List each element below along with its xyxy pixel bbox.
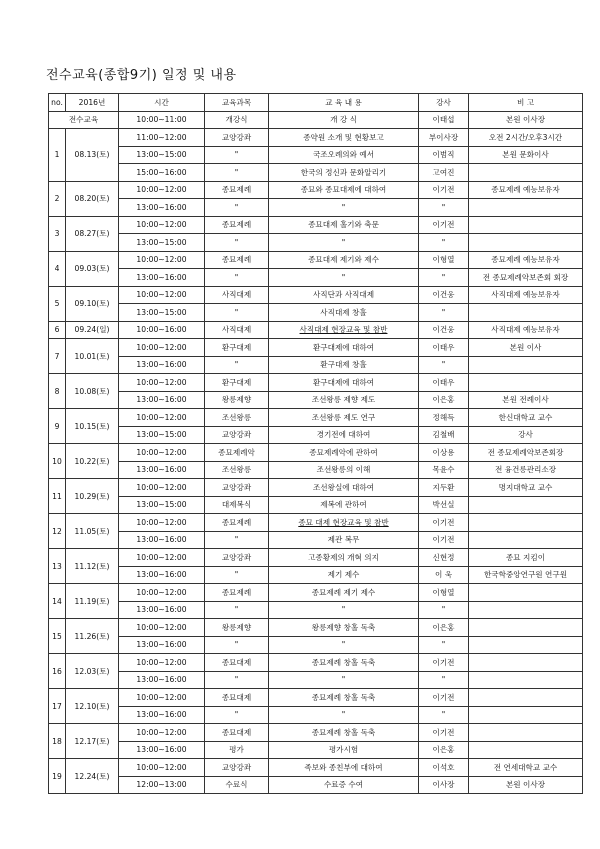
session-no: 10: [49, 444, 66, 479]
table-row: [49, 531, 583, 549]
note-cell: 오전 2시간/오후3시간: [469, 129, 583, 147]
time-cell: 12:00~13:00: [119, 776, 205, 794]
time-cell: 13:00~15:00: [119, 496, 205, 514]
note-cell: 강사: [469, 426, 583, 444]
content-cell: 종묘와 종묘대제에 대하여: [269, 181, 419, 199]
lecturer-cell: 이태우: [419, 339, 469, 357]
lecturer-cell: 김철배: [419, 426, 469, 444]
content-cell: 종약원 소개 및 현황보고: [269, 129, 419, 147]
subject-cell: ": [205, 146, 269, 164]
lecturer-cell: 이기전: [419, 689, 469, 707]
content-cell: 수료증 수여: [269, 776, 419, 794]
content-cell: 환구대제 창홀: [269, 356, 419, 374]
table-row: [49, 566, 583, 584]
content-cell: 제복에 관하여: [269, 496, 419, 514]
note-cell: 종묘제례 예능보유자: [469, 181, 583, 199]
content-cell: 종묘대제 홀기와 축문: [269, 216, 419, 234]
content-cell: 족보와 종친부에 대하여: [269, 759, 419, 777]
time-cell: 10:00~12:00: [119, 514, 205, 532]
header-time: 시간: [119, 94, 205, 112]
subject-cell: 수료식: [205, 776, 269, 794]
content-cell: 종묘제례 창홀 독축: [269, 654, 419, 672]
lecturer-cell: ": [419, 356, 469, 374]
subject-cell: 교양강좌: [205, 479, 269, 497]
time-cell: 10:00~12:00: [119, 216, 205, 234]
lecturer-cell: 이기전: [419, 531, 469, 549]
lecturer-cell: 지두환: [419, 479, 469, 497]
subject-cell: 왕릉제향: [205, 619, 269, 637]
header-content: 교 육 내 용: [269, 94, 419, 112]
session-no: 12: [49, 514, 66, 549]
subject-cell: ": [205, 164, 269, 182]
note-cell: 전 연세대학교 교수: [469, 759, 583, 777]
lecturer-cell: ": [419, 601, 469, 619]
header-row: [49, 94, 583, 112]
header-no: no.: [49, 94, 66, 112]
session-date: 11.12(토): [66, 549, 119, 584]
time-cell: 10:00~12:00: [119, 619, 205, 637]
note-cell: 종묘제례 예능보유자: [469, 251, 583, 269]
time-cell: 13:00~16:00: [119, 269, 205, 287]
session-no: 15: [49, 619, 66, 654]
subject-cell: ": [205, 566, 269, 584]
subject-cell: 평가: [205, 741, 269, 759]
session-no: 19: [49, 759, 66, 794]
note-cell: [469, 531, 583, 549]
content-cell: ": [269, 269, 419, 287]
subject-cell: ": [205, 269, 269, 287]
note-cell: 한국학중앙연구원 연구원: [469, 566, 583, 584]
content-cell: ": [269, 706, 419, 724]
lecturer-cell: ": [419, 671, 469, 689]
subject-cell: ": [205, 636, 269, 654]
opening-note: 본원 이사장: [469, 111, 583, 129]
subject-cell: 종묘대제: [205, 724, 269, 742]
note-cell: [469, 706, 583, 724]
subject-cell: 종묘제례: [205, 181, 269, 199]
schedule-table: [48, 93, 583, 794]
session-no: 18: [49, 724, 66, 759]
content-cell: 조선왕릉 제향 제도: [269, 391, 419, 409]
note-cell: [469, 689, 583, 707]
content-cell: 종묘 대제 현장교육 및 참반: [269, 514, 419, 532]
note-cell: 명지대학교 교수: [469, 479, 583, 497]
time-cell: 10:00~12:00: [119, 479, 205, 497]
opening-label: 전수교육: [49, 111, 119, 129]
note-cell: 사직대제 예능보유자: [469, 321, 583, 339]
note-cell: [469, 741, 583, 759]
subject-cell: 대제복식: [205, 496, 269, 514]
session-date: 11.26(토): [66, 619, 119, 654]
subject-cell: 종묘제례: [205, 584, 269, 602]
lecturer-cell: ": [419, 269, 469, 287]
session-no: 3: [49, 216, 66, 251]
subject-cell: 교양강좌: [205, 759, 269, 777]
table-row: [49, 216, 583, 234]
lecturer-cell: 박선실: [419, 496, 469, 514]
session-date: 10.22(토): [66, 444, 119, 479]
subject-cell: ": [205, 199, 269, 217]
table-row: [49, 584, 583, 602]
note-cell: [469, 199, 583, 217]
lecturer-cell: ": [419, 234, 469, 252]
content-cell: ": [269, 671, 419, 689]
table-row: [49, 741, 583, 759]
lecturer-cell: ": [419, 706, 469, 724]
table-row: [49, 234, 583, 252]
lecturer-cell: 고여진: [419, 164, 469, 182]
session-no: 2: [49, 181, 66, 216]
session-date: 12.17(토): [66, 724, 119, 759]
table-row: [49, 706, 583, 724]
subject-cell: ": [205, 356, 269, 374]
time-cell: 10:00~12:00: [119, 584, 205, 602]
note-cell: [469, 496, 583, 514]
lecturer-cell: 이건웅: [419, 286, 469, 304]
note-cell: [469, 584, 583, 602]
time-cell: 13:00~16:00: [119, 636, 205, 654]
session-no: 14: [49, 584, 66, 619]
lecturer-cell: 이기전: [419, 216, 469, 234]
content-cell: 조선왕릉 제도 연구: [269, 409, 419, 427]
session-date: 08.27(토): [66, 216, 119, 251]
time-cell: 13:00~16:00: [119, 199, 205, 217]
note-cell: 본원 이사장: [469, 776, 583, 794]
session-date: 10.29(토): [66, 479, 119, 514]
session-no: 9: [49, 409, 66, 444]
table-row: [49, 304, 583, 322]
subject-cell: 종묘대제: [205, 689, 269, 707]
table-row: [49, 199, 583, 217]
session-no: 8: [49, 374, 66, 409]
time-cell: 13:00~16:00: [119, 356, 205, 374]
time-cell: 13:00~16:00: [119, 671, 205, 689]
subject-cell: 환구대제: [205, 374, 269, 392]
time-cell: 13:00~16:00: [119, 741, 205, 759]
lecturer-cell: 이건웅: [419, 321, 469, 339]
subject-cell: 종묘제례악: [205, 444, 269, 462]
opening-row: [49, 111, 583, 129]
time-cell: 10:00~12:00: [119, 409, 205, 427]
table-row: [49, 409, 583, 427]
session-date: 08.20(토): [66, 181, 119, 216]
lecturer-cell: 이형열: [419, 251, 469, 269]
content-cell: 조선왕실에 대하여: [269, 479, 419, 497]
table-row: [49, 391, 583, 409]
table-row: [49, 286, 583, 304]
lecturer-cell: ": [419, 636, 469, 654]
session-date: 09.03(토): [66, 251, 119, 286]
content-cell: 한국의 정신과 문화알리기: [269, 164, 419, 182]
time-cell: 10:00~12:00: [119, 339, 205, 357]
table-row: [49, 724, 583, 742]
time-cell: 10:00~12:00: [119, 689, 205, 707]
time-cell: 15:00~16:00: [119, 164, 205, 182]
lecturer-cell: 이기전: [419, 724, 469, 742]
time-cell: 13:00~16:00: [119, 601, 205, 619]
table-row: [49, 129, 583, 147]
session-date: 12.03(토): [66, 654, 119, 689]
session-date: 10.15(토): [66, 409, 119, 444]
content-cell: 사직대제 현장교육 및 참반: [269, 321, 419, 339]
lecturer-cell: 이태우: [419, 374, 469, 392]
note-cell: [469, 636, 583, 654]
note-cell: 본원 전례이사: [469, 391, 583, 409]
session-no: 13: [49, 549, 66, 584]
session-date: 09.24(일): [66, 321, 119, 339]
lecturer-cell: 이석호: [419, 759, 469, 777]
subject-cell: ": [205, 531, 269, 549]
lecturer-cell: 이상용: [419, 444, 469, 462]
time-cell: 13:00~15:00: [119, 234, 205, 252]
subject-cell: 조선왕릉: [205, 461, 269, 479]
note-cell: [469, 601, 583, 619]
note-cell: [469, 671, 583, 689]
subject-cell: ": [205, 706, 269, 724]
content-cell: 종묘제례 창홀 독축: [269, 724, 419, 742]
session-date: 10.08(토): [66, 374, 119, 409]
note-cell: 전 종묘제례악보존회장: [469, 444, 583, 462]
lecturer-cell: 정해득: [419, 409, 469, 427]
time-cell: 10:00~12:00: [119, 286, 205, 304]
content-cell: 경기전에 대하여: [269, 426, 419, 444]
time-cell: 13:00~16:00: [119, 566, 205, 584]
subject-cell: 교양강좌: [205, 426, 269, 444]
note-cell: [469, 724, 583, 742]
content-cell: 왕릉제향 창홀 독축: [269, 619, 419, 637]
note-cell: [469, 374, 583, 392]
session-no: 17: [49, 689, 66, 724]
session-no: 4: [49, 251, 66, 286]
opening-content: 개 강 식: [269, 111, 419, 129]
table-row: [49, 164, 583, 182]
note-cell: 본원 이사: [469, 339, 583, 357]
lecturer-cell: 이기전: [419, 654, 469, 672]
table-row: [49, 146, 583, 164]
lecturer-cell: 목윤수: [419, 461, 469, 479]
note-cell: [469, 654, 583, 672]
lecturer-cell: ": [419, 199, 469, 217]
note-cell: 종묘 지킴이: [469, 549, 583, 567]
header-lecturer: 강사: [419, 94, 469, 112]
subject-cell: 종묘제례: [205, 514, 269, 532]
time-cell: 13:00~16:00: [119, 391, 205, 409]
content-cell: 고종황제의 개혁 의지: [269, 549, 419, 567]
time-cell: 11:00~12:00: [119, 129, 205, 147]
table-row: [49, 356, 583, 374]
note-cell: 전 종묘제례악보존회 회장: [469, 269, 583, 287]
note-cell: 한신대학교 교수: [469, 409, 583, 427]
note-cell: [469, 619, 583, 637]
lecturer-cell: 이 욱: [419, 566, 469, 584]
lecturer-cell: 이기전: [419, 514, 469, 532]
time-cell: 13:00~16:00: [119, 461, 205, 479]
table-row: [49, 601, 583, 619]
session-no: 5: [49, 286, 66, 321]
lecturer-cell: 이범직: [419, 146, 469, 164]
content-cell: 종묘대제 제기와 제수: [269, 251, 419, 269]
table-row: [49, 479, 583, 497]
lecturer-cell: 이형열: [419, 584, 469, 602]
subject-cell: 환구대제: [205, 339, 269, 357]
lecturer-cell: 이기전: [419, 181, 469, 199]
content-cell: 종묘제례악에 관하여: [269, 444, 419, 462]
content-cell: 평가시험: [269, 741, 419, 759]
note-cell: [469, 216, 583, 234]
time-cell: 10:00~16:00: [119, 321, 205, 339]
time-cell: 13:00~16:00: [119, 706, 205, 724]
session-date: 10.01(토): [66, 339, 119, 374]
table-row: [49, 181, 583, 199]
table-row: [49, 251, 583, 269]
session-no: 16: [49, 654, 66, 689]
time-cell: 10:00~12:00: [119, 444, 205, 462]
time-cell: 13:00~15:00: [119, 146, 205, 164]
table-row: [49, 321, 583, 339]
session-date: 11.19(토): [66, 584, 119, 619]
subject-cell: 종묘제례: [205, 251, 269, 269]
table-row: [49, 339, 583, 357]
lecturer-cell: 이은홍: [419, 391, 469, 409]
time-cell: 10:00~12:00: [119, 549, 205, 567]
lecturer-cell: ": [419, 304, 469, 322]
content-cell: 국조오례의와 예서: [269, 146, 419, 164]
table-row: [49, 759, 583, 777]
subject-cell: 사직대제: [205, 321, 269, 339]
time-cell: 13:00~15:00: [119, 426, 205, 444]
content-cell: ": [269, 636, 419, 654]
note-cell: [469, 234, 583, 252]
note-cell: [469, 356, 583, 374]
lecturer-cell: 부이사장: [419, 129, 469, 147]
table-row: [49, 689, 583, 707]
subject-cell: ": [205, 601, 269, 619]
time-cell: 13:00~16:00: [119, 531, 205, 549]
session-date: 09.10(토): [66, 286, 119, 321]
session-date: 12.10(토): [66, 689, 119, 724]
table-row: [49, 496, 583, 514]
note-cell: 본원 문화이사: [469, 146, 583, 164]
content-cell: ": [269, 601, 419, 619]
table-row: [49, 426, 583, 444]
header-date: 2016년: [66, 94, 119, 112]
note-cell: [469, 304, 583, 322]
subject-cell: ": [205, 671, 269, 689]
subject-cell: ": [205, 304, 269, 322]
subject-cell: 교양강좌: [205, 129, 269, 147]
session-no: 11: [49, 479, 66, 514]
lecturer-cell: 이은홍: [419, 619, 469, 637]
content-cell: 제기 제수: [269, 566, 419, 584]
lecturer-cell: 이사장: [419, 776, 469, 794]
header-subject: 교육과목: [205, 94, 269, 112]
note-cell: 전 융건릉관리소장: [469, 461, 583, 479]
content-cell: 제관 복무: [269, 531, 419, 549]
table-row: [49, 374, 583, 392]
table-row: [49, 269, 583, 287]
session-date: 12.24(토): [66, 759, 119, 794]
time-cell: 10:00~12:00: [119, 374, 205, 392]
session-no: 1: [49, 129, 66, 182]
note-cell: [469, 164, 583, 182]
header-note: 비 고: [469, 94, 583, 112]
session-no: 6: [49, 321, 66, 339]
subject-cell: 사직대제: [205, 286, 269, 304]
note-cell: 사직대제 예능보유자: [469, 286, 583, 304]
subject-cell: ": [205, 234, 269, 252]
lecturer-cell: 이은홍: [419, 741, 469, 759]
time-cell: 10:00~12:00: [119, 724, 205, 742]
table-row: [49, 461, 583, 479]
content-cell: ": [269, 199, 419, 217]
opening-lecturer: 이태섭: [419, 111, 469, 129]
session-no: 7: [49, 339, 66, 374]
subject-cell: 종묘대제: [205, 654, 269, 672]
note-cell: [469, 514, 583, 532]
subject-cell: 조선왕릉: [205, 409, 269, 427]
content-cell: 사직대제 창홀: [269, 304, 419, 322]
table-row: [49, 514, 583, 532]
opening-time: 10:00~11:00: [119, 111, 205, 129]
document-title: 전수교육(종합9기) 일정 및 내용: [46, 68, 237, 83]
content-cell: ": [269, 234, 419, 252]
table-row: [49, 444, 583, 462]
subject-cell: 종묘제례: [205, 216, 269, 234]
subject-cell: 왕릉제향: [205, 391, 269, 409]
table-row: [49, 619, 583, 637]
time-cell: 10:00~12:00: [119, 181, 205, 199]
table-row: [49, 549, 583, 567]
table-row: [49, 654, 583, 672]
session-date: 08.13(토): [66, 129, 119, 182]
content-cell: 환구대제에 대하여: [269, 339, 419, 357]
content-cell: 종묘제례 제기 제수: [269, 584, 419, 602]
table-row: [49, 636, 583, 654]
content-cell: 환구대제에 대하여: [269, 374, 419, 392]
session-date: 11.05(토): [66, 514, 119, 549]
time-cell: 10:00~12:00: [119, 654, 205, 672]
time-cell: 10:00~12:00: [119, 759, 205, 777]
time-cell: 13:00~15:00: [119, 304, 205, 322]
subject-cell: 교양강좌: [205, 549, 269, 567]
table-row: [49, 671, 583, 689]
opening-subject: 개강식: [205, 111, 269, 129]
table-row: [49, 776, 583, 794]
content-cell: 조선왕릉의 이해: [269, 461, 419, 479]
content-cell: 종묘제례 창홀 독축: [269, 689, 419, 707]
content-cell: 사직단과 사직대제: [269, 286, 419, 304]
lecturer-cell: 신현정: [419, 549, 469, 567]
time-cell: 10:00~12:00: [119, 251, 205, 269]
